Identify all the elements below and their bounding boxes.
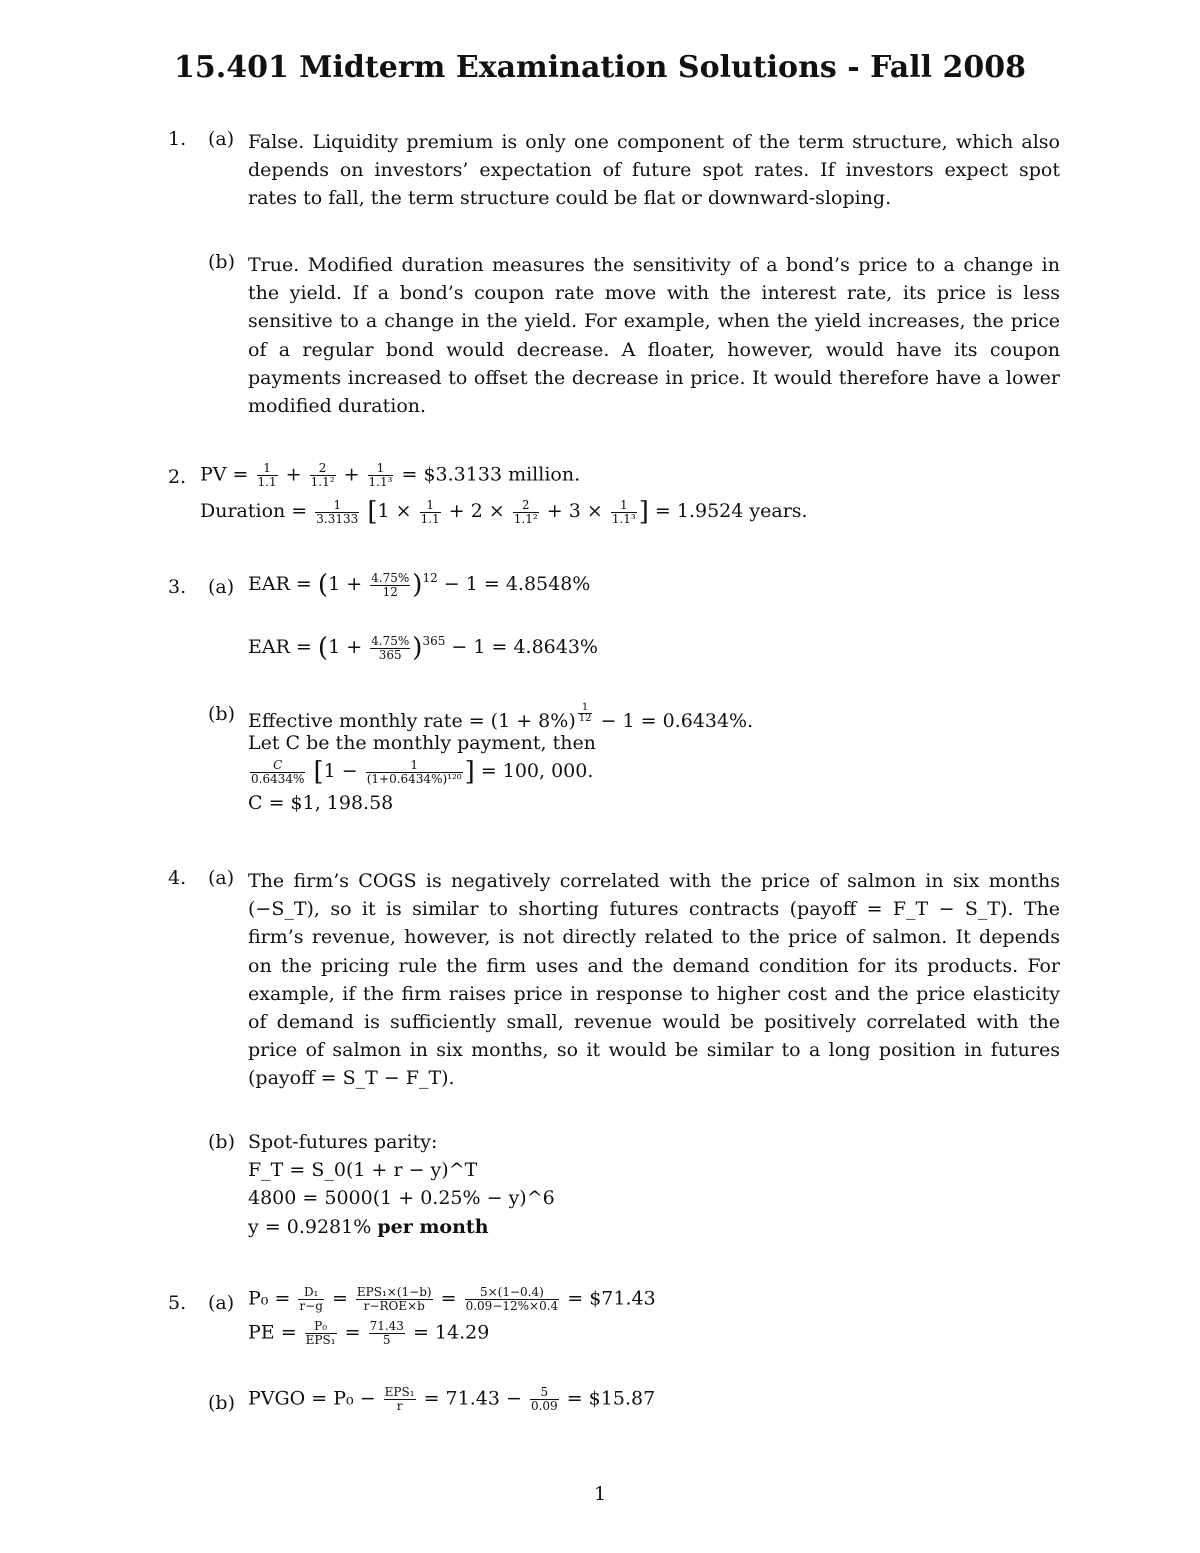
q4-b-line-2: F_T = S_0(1 + r − y)^T [248, 1159, 478, 1181]
question-number-5: 5. [168, 1292, 187, 1314]
q3-b-rate: Effective monthly rate = (1 + 8%) [248, 710, 576, 732]
q3-b-line-4: C = $1, 198.58 [248, 792, 394, 814]
q2-pv-line [200, 462, 580, 489]
q3-ear1-result: − 1 = 4.8548% [443, 573, 591, 595]
q2-frac-3: $\frac{1}{\text{1.1³}}$ [368, 461, 393, 489]
q2-frac-d3: $\frac{1}{\text{1.1³}}$ [611, 497, 636, 526]
q2-frac-2: $\frac{2}{\text{1.1²}}$ [310, 461, 335, 489]
q3-one-plus-1: 1 + [328, 573, 363, 595]
q4-b-per-month: per month [377, 1216, 489, 1238]
q5-pe-line [248, 1320, 489, 1347]
q5-pvgo-mid: = 71.43 − [423, 1387, 522, 1410]
question-number-3: 3. [168, 576, 187, 598]
q5-eq-1: = [331, 1287, 348, 1310]
q4-b-yield: y = 0.9281% [248, 1216, 372, 1238]
q3-b-label: (b) [208, 703, 235, 725]
q3-ear1-exp: 12 [422, 571, 438, 585]
q5-p0-frac-1: $\frac{\text{D₁}}{r-g}$ [299, 1285, 323, 1313]
page-title: 15.401 Midterm Examination Solutions - Fall 2008 [174, 50, 1026, 85]
q3-ear-lhs-1: EAR = [248, 573, 312, 595]
question-number-1: 1. [168, 128, 187, 150]
q2-duration-line: Duration = $\frac{1}{3.3133}$ [1 × $\frac{1}{1.1}$ + 2 × $\frac{2}{\text{1.1²}}$ + 3 × $\frac{1}{\text{1.1³}}$ ] = 1.9524 years. [200, 497, 808, 527]
q5-p0-frac-2: $\frac{\text{EPS₁×(1−b)}}{\text{r−ROE×b}}$ [356, 1285, 432, 1313]
q3-ear2-frac: $\frac{4.75\%}{365}$ [371, 633, 410, 662]
q3-ear2-result: − 1 = 4.8643% [451, 636, 598, 658]
q5-eq-3: = [344, 1321, 361, 1344]
q5-pvgo-line [248, 1386, 655, 1413]
q3-ear2-exp: 365 [422, 634, 446, 648]
q2-pv-result: = $3.3133 million. [401, 463, 581, 486]
q4-b-line-1: Spot-futures parity: [248, 1131, 438, 1153]
q2-dur-result: = 1.9524 years. [654, 500, 808, 522]
q3-b-line3-result: = 100, 000. [480, 760, 594, 782]
q2-frac-1: $\frac{1}{1.1}$ [257, 461, 277, 489]
q5-pvgo-frac-1: $\frac{\text{EPS₁}}{r}$ [384, 1385, 415, 1413]
q3-b-c-frac: $\frac{C}{0.6434\%}$ [251, 757, 305, 786]
q3-a-label: (a) [208, 576, 235, 598]
q5-eq-2: = [440, 1287, 457, 1310]
q4-a-text: The firm’s COGS is negatively correlated with the price of salmon in six months (−S_T), so it is similar to shorting futures contracts (payoff = F_T − S_T). The firm’s revenue, however, is not directly related to the price of salmon. It depends on the pricing rule the firm uses and the demand condition for its products. For example, if the firm raises price in response to higher cost and the price elasticity of demand is sufficiently small, revenue would be positively correlated with the price of salmon in six months, so it would be similar to a long position in futures (payoff = S_T − F_T). [248, 870, 1060, 1090]
q3-b-line-3: $\frac{C}{0.6434\%}$ [1 − $\frac{1}{\text{(1+0.6434\%)¹²⁰}}$ ] = 100, 000. [251, 757, 594, 787]
q1-b-text: True. Modified duration measures the sensitivity of a bond’s price to a change in the yield. If a bond’s coupon rate move with the interest rate, its price is less sensitive to a change in the yield. For example, when the yield increases, the price of a regular bond would decrease. A floater, however, would have its coupon payments increased to offset the decrease in price. It would therefore have a lower modified duration. [248, 254, 1060, 418]
q3-b-line-1 [248, 703, 753, 732]
q5-pe-frac-2: $\frac{71.43}{5}$ [369, 1319, 404, 1347]
q3-ear-monthly: EAR = (1 + $\frac{4.75\%}{12}$ )$^{12}$ − 1 = 4.8548% [248, 570, 591, 600]
q5-pvgo-result: = $15.87 [566, 1387, 656, 1410]
q5-pe-lhs: PE = [248, 1321, 297, 1344]
q5-p0-result: = $71.43 [567, 1287, 656, 1310]
q2-dur-lhs: Duration = [200, 500, 308, 522]
q2-frac-d1: $\frac{1}{1.1}$ [420, 497, 440, 526]
q3-one-plus-2: 1 + [328, 636, 363, 658]
q2-frac-dur: $\frac{1}{3.3133}$ [316, 497, 359, 526]
q2-term-3: + 3 × [546, 500, 603, 522]
q2-plus-1: + [285, 463, 302, 486]
q5-b-label: (b) [208, 1392, 235, 1414]
q3-b-exp-frac: $\frac{1}{12}$ [578, 702, 592, 724]
question-number-4: 4. [168, 867, 187, 889]
q4-b-line-4 [248, 1216, 489, 1238]
q5-pe-result: = 14.29 [412, 1321, 490, 1344]
q3-b-line-2: Let C be the monthly payment, then [248, 732, 596, 754]
q5-a-label: (a) [208, 1292, 235, 1314]
q5-pvgo-frac-2: $\frac{5}{0.09}$ [530, 1385, 558, 1413]
q4-a-label: (a) [208, 867, 235, 889]
q2-pv-lhs: PV = [200, 463, 249, 486]
q3-b-annuity-frac: $\frac{1}{\text{(1+0.6434\%)¹²⁰}}$ [366, 757, 462, 786]
q2-term-1: 1 × [377, 500, 412, 522]
q3-b-rate-result: − 1 = 0.6434%. [600, 710, 754, 732]
q5-p0-frac-3: $\frac{5\times(1-0.4)}{0.09-12\%\times 0.4}$ [465, 1285, 559, 1313]
question-number-2: 2. [168, 466, 187, 488]
q1-a-label: (a) [208, 128, 235, 150]
q2-frac-d2: $\frac{2}{\text{1.1²}}$ [513, 497, 538, 526]
q5-p0-lhs: P₀ = [248, 1287, 291, 1310]
q4-b-line-3: 4800 = 5000(1 + 0.25% − y)^6 [248, 1187, 555, 1209]
q5-pvgo-lhs: PVGO = P₀ − [248, 1387, 376, 1410]
q2-term-2: + 2 × [448, 500, 505, 522]
q3-ear1-frac: $\frac{4.75\%}{12}$ [371, 570, 410, 599]
q4-b-label: (b) [208, 1131, 235, 1153]
q3-ear-lhs-2: EAR = [248, 636, 312, 658]
q5-p0-line [248, 1286, 656, 1313]
q5-pe-frac-1: $\frac{\text{P₀}}{\text{EPS₁}}$ [305, 1319, 336, 1347]
q3-ear-daily: EAR = (1 + $\frac{4.75\%}{365}$ )$^{365}$ − 1 = 4.8643% [248, 633, 598, 663]
q2-plus-2: + [343, 463, 360, 486]
page-number: 1 [593, 1483, 607, 1505]
q1-a-text: False. Liquidity premium is only one component of the term structure, which also depends on investors’ expectation of future spot rates. If investors expect spot rates to fall, the term structure could be flat or downward-sloping. [248, 131, 1060, 210]
q1-b-label: (b) [208, 251, 235, 273]
q3-b-one-minus: 1 − [323, 760, 358, 782]
